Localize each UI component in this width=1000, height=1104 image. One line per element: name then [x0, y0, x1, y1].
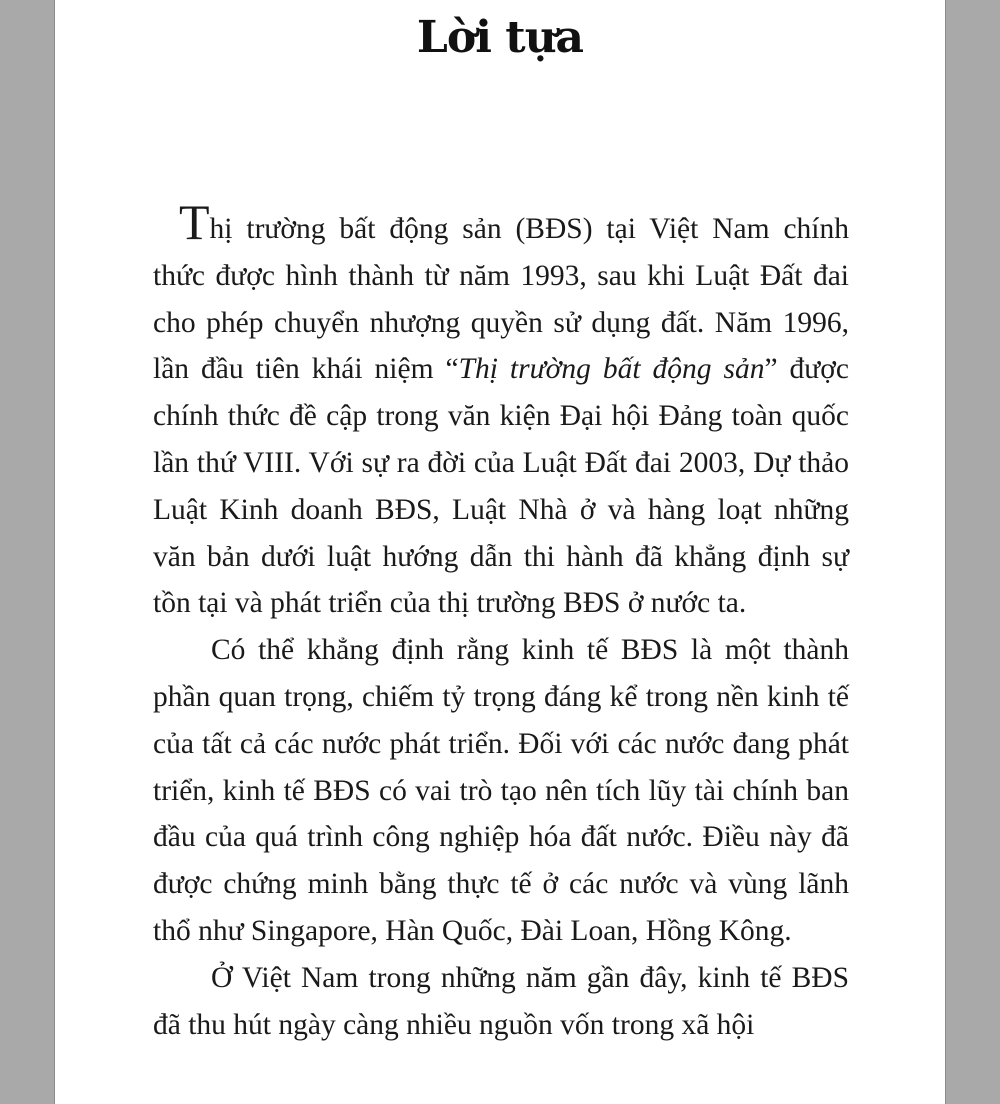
- paragraph-3: Ở Việt Nam trong những năm gần đây, kinh tế BĐS đã thu hút ngày càng nhiều nguồn vốn trong xã hội: [153, 961, 849, 1041]
- paragraph-1-text-b: ” được chính thức đề cập trong văn kiện Đại hội Đảng toàn quốc lần thứ VIII. Với sự ra đời của Luật Đất đai 2003, Dự thảo Luật Kinh doanh BĐS, Luật Nhà ở và hàng loạt những văn bản dưới luật hướng dẫn thi hành đã khẳng định sự tồn tại và phát triển của thị trường BĐS ở nước ta.: [153, 353, 849, 620]
- book-page: [54, 0, 946, 1104]
- drop-cap: T: [179, 194, 210, 250]
- paragraph-1-italic-term: Thị trường bất động sản: [458, 353, 765, 386]
- body-text: [153, 194, 849, 1048]
- page-title: Lời tựa: [416, 12, 584, 63]
- paragraph-2: Có thể khẳng định rằng kinh tế BĐS là một thành phần quan trọng, chiếm tỷ trọng đáng kể trong nền kinh tế của tất cả các nước phát triển. Đối với các nước đang phát triển, kinh tế BĐS có vai trò tạo nên tích lũy tài chính ban đầu của quá trình công nghiệp hóa đất nước. Điều này đã được chứng minh bằng thực tế ở các nước và vùng lãnh thổ như Singapore, Hàn Quốc, Đài Loan, Hồng Kông.: [153, 634, 849, 947]
- paragraph-1: [153, 194, 849, 627]
- paragraph-1-text-a: hị trường bất động sản (BĐS) tại Việt Nam chính thức được hình thành từ năm 1993, sau khi Luật Đất đai cho phép chuyển nhượng quyền sử dụng đất. Năm 1996, lần đầu tiên khái niệm “: [153, 213, 849, 386]
